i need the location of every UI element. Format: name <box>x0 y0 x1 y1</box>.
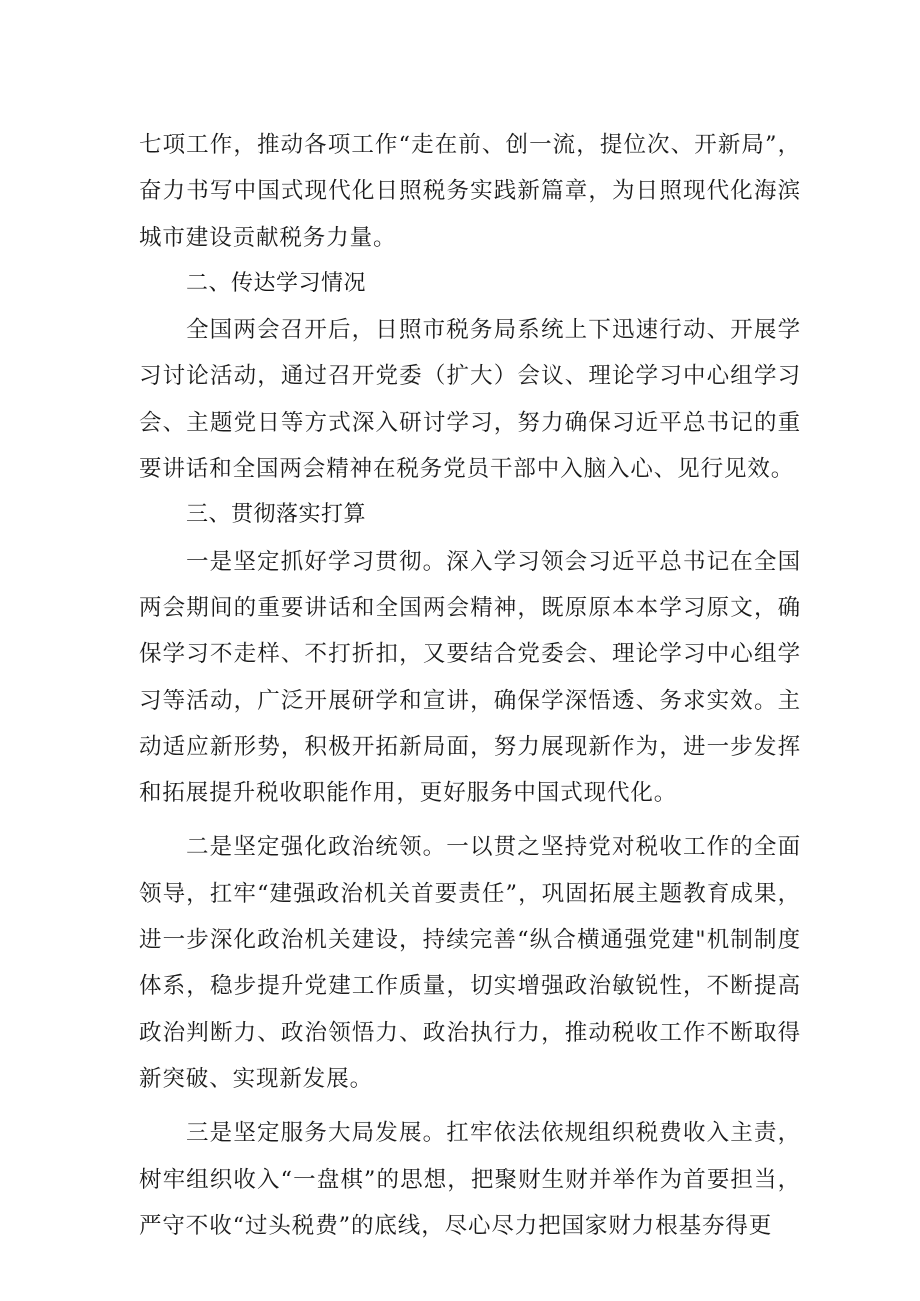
paragraph-spacer <box>139 816 801 824</box>
paragraph-study-situation: 全国两会召开后，日照市税务局系统上下迅速行动、开展学习讨论活动，通过召开党委（扩大）会议、理论学习中心组学习会、主题党日等方式深入研讨学习，努力确保习近平总书记的重要讲话和全国两会精神在税务党员干部中入脑入心、见行见效。 <box>139 317 801 483</box>
section-heading-3: 三、贯彻落实打算 <box>186 502 367 528</box>
document-body <box>139 122 801 1249</box>
section-heading-2: 二、传达学习情况 <box>186 270 367 296</box>
paragraph-point-2: 二是坚定强化政治统领。一以贯之坚持党对税收工作的全面领导，扛牢“建强政治机关首要责任”，巩固拓展主题教育成果，进一步深化政治机关建设，持续完善“纵合横通强党建"机制制度体系，稳步提升党建工作质量，切实增强政治敏锐性，不断提高政治判断力、政治领悟力、政治执行力，推动税收工作不断取得新突破、实现新发展。 <box>139 834 801 1092</box>
paragraph-point-3: 三是坚定服务大局发展。扛牢依法依规组织税费收入主责，树牢组织收入“一盘棋”的思想，把聚财生财并举作为首要担当，严守不收“过头税费”的底线，尽心尽力把国家财力根基夯得更 <box>139 1120 801 1239</box>
paragraph-continuation: 七项工作，推动各项工作“走在前、创一流，提位次、开新局”，奋力书写中国式现代化日照税务实践新篇章，为日照现代化海滨城市建设贡献税务力量。 <box>139 132 801 251</box>
paragraph-spacer <box>139 1102 801 1110</box>
paragraph-point-1: 一是坚定抓好学习贯彻。深入学习领会习近平总书记在全国两会期间的重要讲话和全国两会精神，既原原本本学习原文，确保学习不走样、不打折扣，又要结合党委会、理论学习中心组学习等活动，广泛开展研学和宣讲，确保学深悟透、务求实效。主动适应新形势，积极开拓新局面，努力展现新作为，进一步发挥和拓展提升税收职能作用，更好服务中国式现代化。 <box>139 548 801 807</box>
